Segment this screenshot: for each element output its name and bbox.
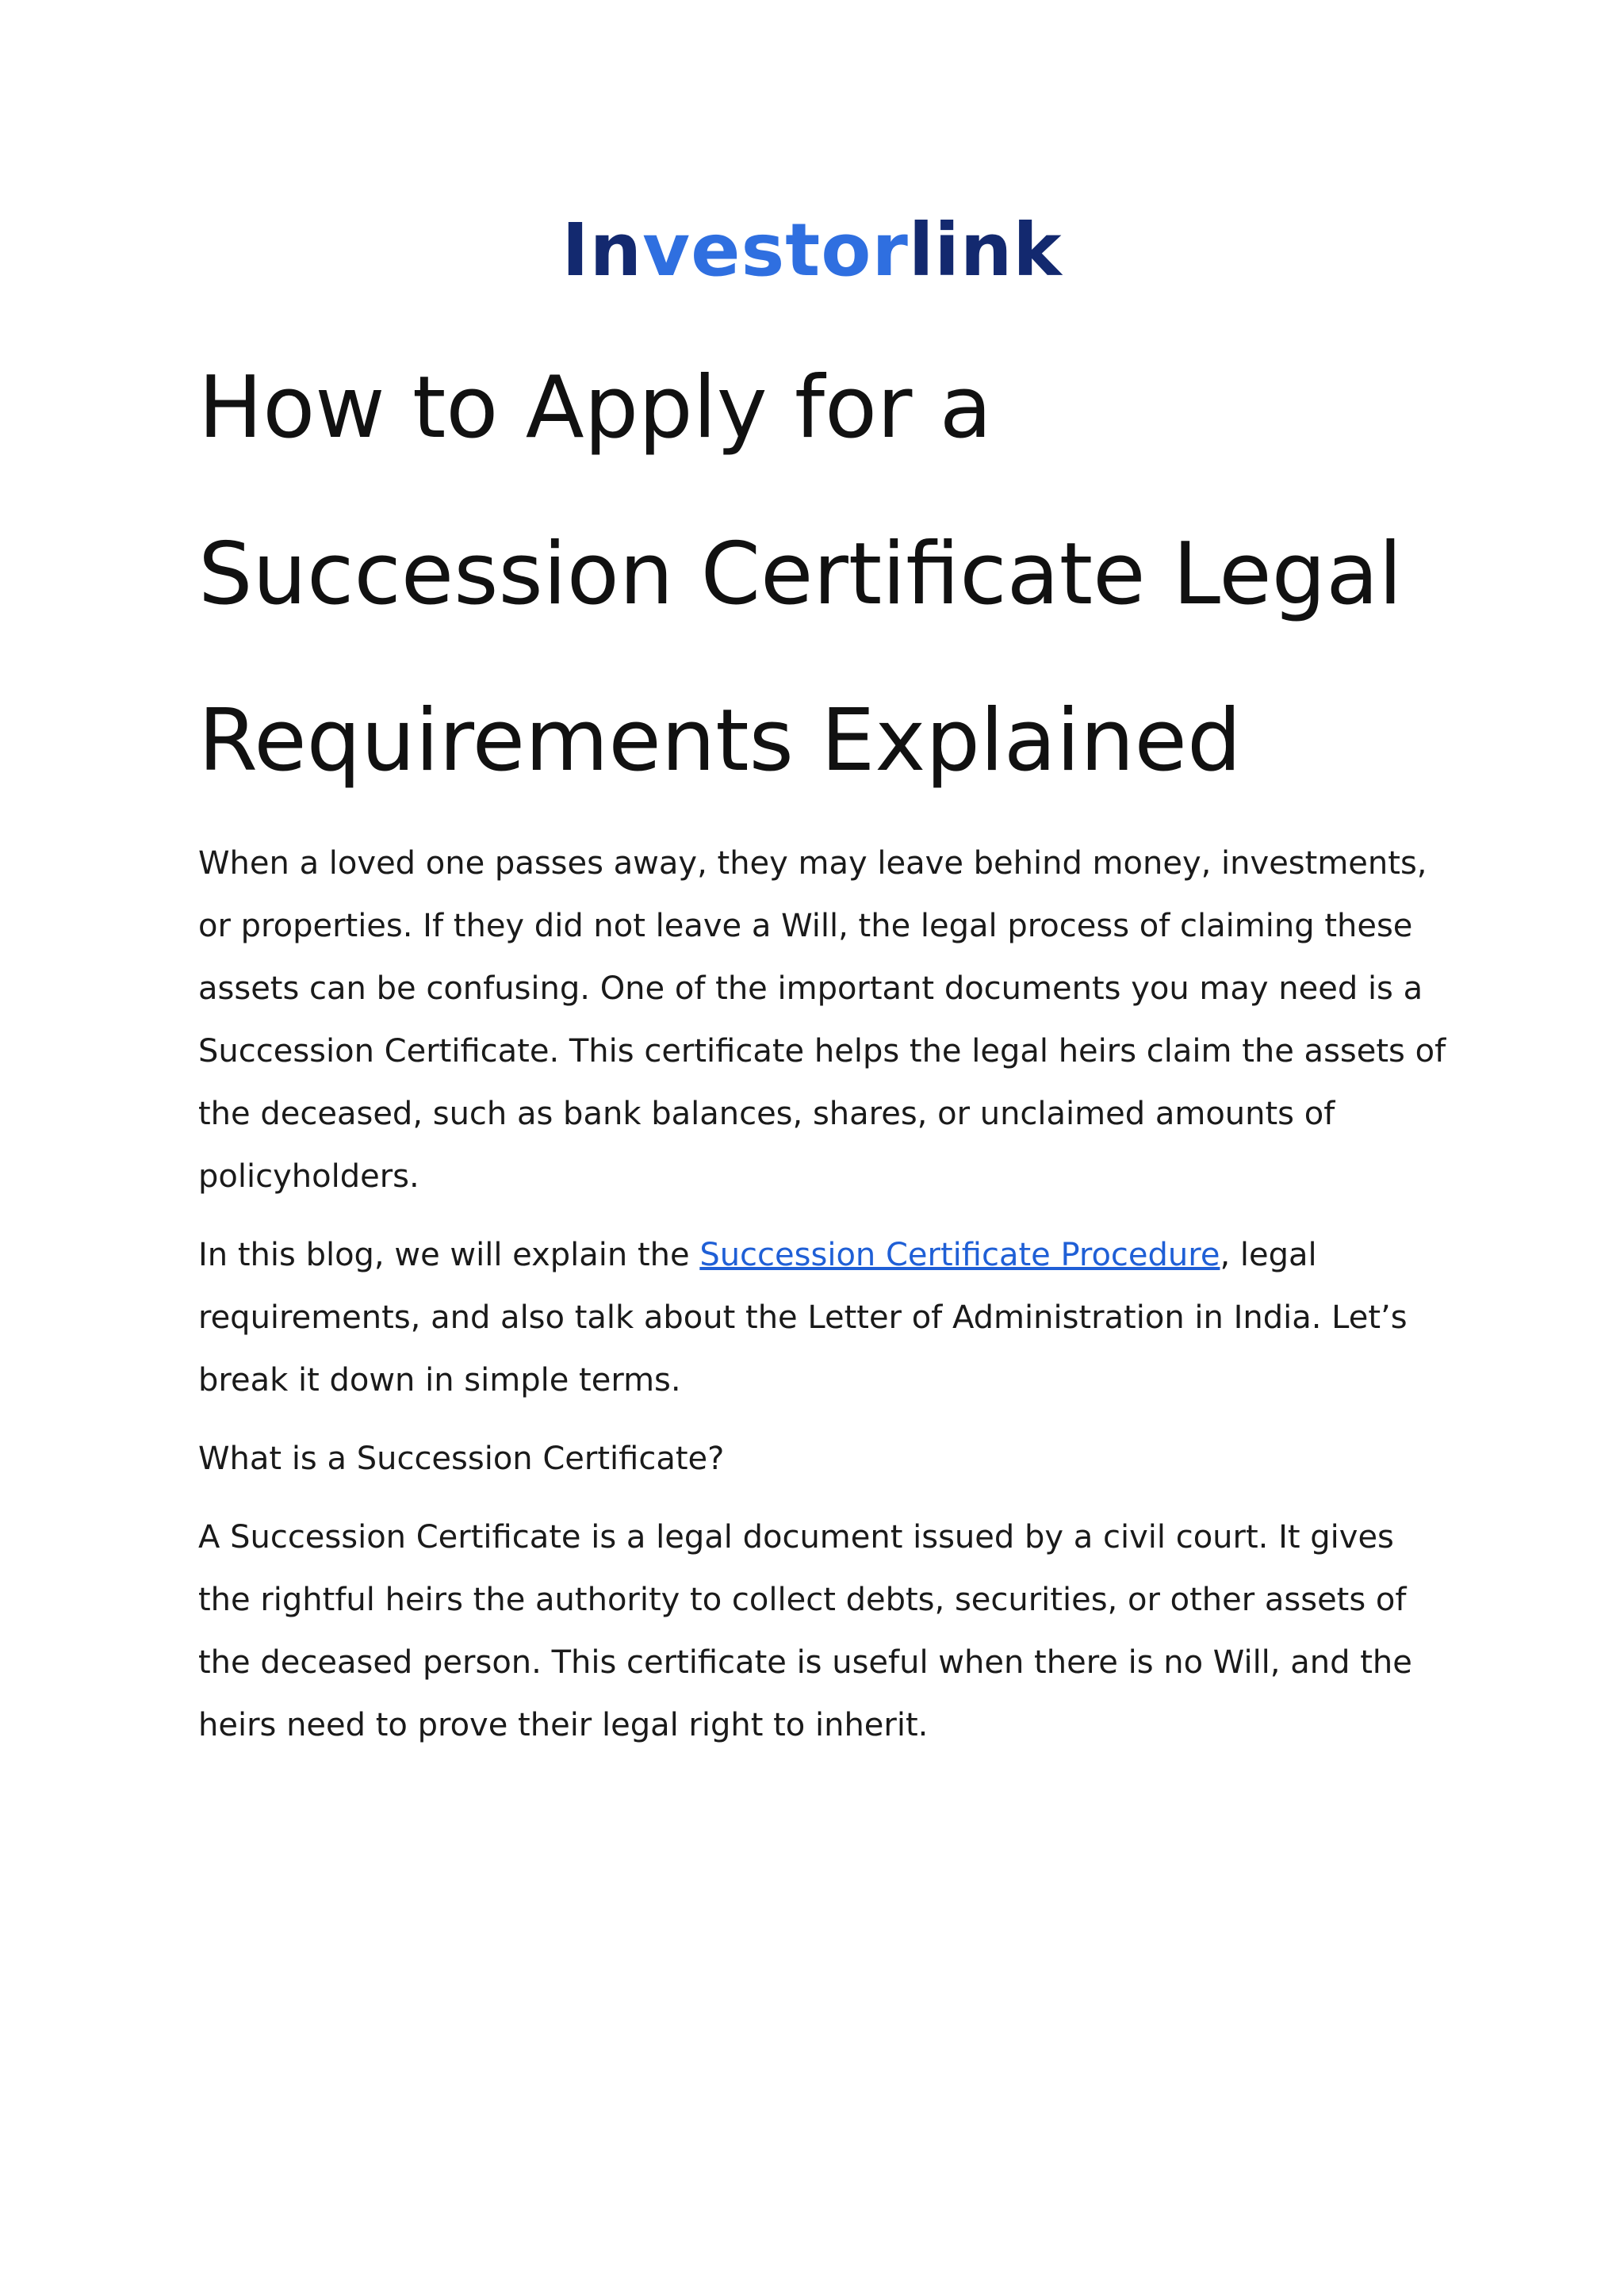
logo-text-in: In <box>561 208 643 293</box>
overview-text-before: In this blog, we will explain the <box>198 1237 700 1273</box>
blog-overview-paragraph <box>198 1224 1451 1412</box>
intro-paragraph: When a loved one passes away, they may leave behind money, investments, or properties. If they did not leave a Will, the legal process of claiming these assets can be confusing. One of the important documents you may need is a Succession Certificate. This certificate helps the legal heirs claim the assets of the deceased, such as bank balances, shares, or unclaimed amounts of policyholders. <box>198 845 1446 1195</box>
succession-certificate-procedure-link[interactable]: Succession Certificate Procedure <box>699 1237 1220 1273</box>
title-line-3: Requirements Explained <box>198 691 1242 790</box>
page-title <box>198 325 1483 825</box>
section-heading: What is a Succession Certificate? <box>198 1441 725 1477</box>
overview-text-after: , legal requirements, and also talk about the Letter of Administration in India. Let’s break it down in simple terms. <box>198 1237 1408 1399</box>
article-body <box>198 832 1451 1773</box>
logo-text-link: link <box>908 208 1063 293</box>
title-line-1: How to Apply for a <box>198 358 992 457</box>
logo-text-vestor: vestor <box>642 208 909 293</box>
definition-paragraph: A Succession Certificate is a legal document issued by a civil court. It gives the rightful heirs the authority to collect debts, securities, or other assets of the deceased person. This certificate is useful when there is no Will, and the heirs need to prove their legal right to inherit. <box>198 1519 1412 1743</box>
investorlink-logo <box>0 208 1624 293</box>
title-line-2: Succession Certificate Legal <box>198 525 1403 624</box>
